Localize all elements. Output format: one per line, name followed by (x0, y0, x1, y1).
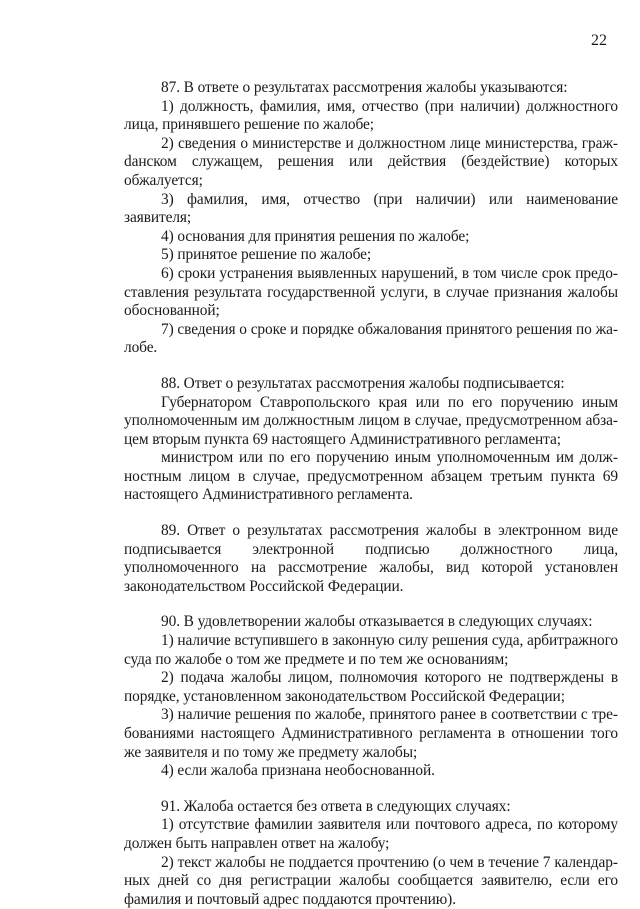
section-87 (124, 79, 618, 358)
paragraph: 87. В ответе о результатах рассмотрения жалобы указываются: (161, 79, 568, 96)
section-91 (124, 798, 618, 909)
paragraph: 89. Ответ о результатах рассмотрения жалобы в электронном виде подписывается электронной подписью должностного лица, уполномоченного на рассмотрение жалобы, вид которой установлен законодательством Российской Федерации. (124, 522, 618, 595)
paragraph: 3) наличие решения по жалобе, принятого ранее в соответствии с требованиями настоящего Административного регламента в отношении того же заявителя и по тому же предмету жалобы; (124, 706, 618, 761)
document-body (124, 79, 618, 909)
paragraph: 5) принятое решение по жалобе; (161, 246, 372, 264)
section-89 (124, 522, 618, 596)
paragraph: 4) если жалоба признана необоснованной. (161, 762, 435, 780)
page-number: 22 (591, 32, 607, 49)
paragraph: 6) сроки устранения выявленных нарушений, в том числе срок предоставления результата государственной услуги, в случае признания жалобы обоснованной; (124, 264, 618, 320)
paragraph: 7) сведения о сроке и порядке обжалования принятого решения по жалобе. (124, 320, 618, 357)
paragraph: 2) сведения о министерстве и должностном лице министерства, гражdанском служащем, решения или действия (бездействие) которых обжалуется; (124, 134, 618, 189)
paragraph: 1) отсутствие фамилии заявителя или почтового адреса, по которому должен быть направлен ответ на жалобу; (124, 816, 618, 852)
paragraph: 90. В удовлетворении жалобы отказывается в следующих случаях: (161, 613, 593, 631)
section-90 (124, 613, 618, 780)
paragraph: 1) наличие вступившего в законную силу решения суда, арбитражного суда по жалобе о том же предмете и по тем же основаниям; (124, 632, 618, 668)
paragraph: 4) основания для принятия решения по жалобе; (161, 227, 470, 245)
paragraph: 3) фамилия, имя, отчество (при наличии) или наименование заявителя; (124, 190, 618, 227)
paragraph: 1) должность, фамилия, имя, отчество (при наличии) должностного лица, принявшего решение по жалобе; (124, 97, 618, 134)
paragraph: министром или по его поручению иным уполномоченным им должностным лицом в случае, предусмотренном абзацем третьим пункта 69 настоящего Административного регламента. (124, 449, 618, 504)
paragraph: 2) подача жалобы лицом, полномочия которого не подтверждены в порядке, установленном законодательством Российской Федерации; (124, 669, 618, 705)
paragraph: Губернатором Ставропольского края или по его поручению иным уполномоченным им должностным лицом в случае, предусмотренном абзацем вторым пункта 69 настоящего Административного регламента; (124, 393, 618, 448)
paragraph: 91. Жалоба остается без ответа в следующих случаях: (161, 797, 511, 815)
section-88 (124, 375, 618, 505)
paragraph: 2) текст жалобы не поддается прочтению (о чем в течение 7 календарных дней со дня регистрации жалобы сообщается заявителю, если его фамилия и почтовый адрес поддаются прочтению). (124, 853, 618, 908)
paragraph: 88. Ответ о результатах рассмотрения жалобы подписывается: (161, 374, 565, 392)
